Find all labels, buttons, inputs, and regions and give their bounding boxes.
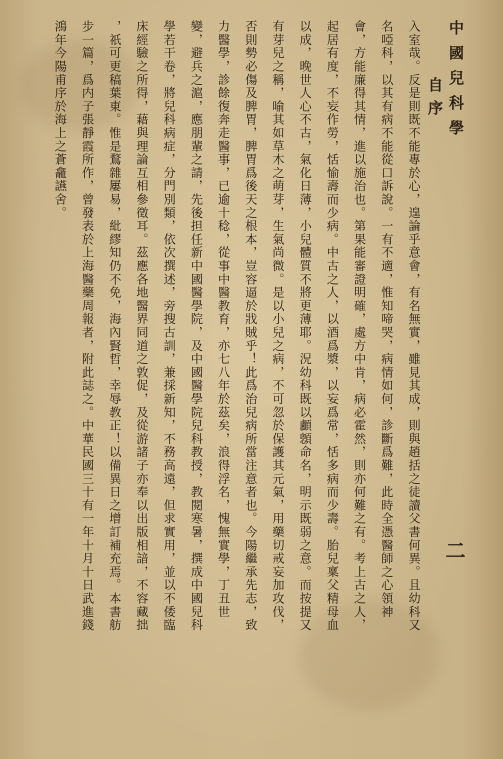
text-column: 否則勢必傷及脾胃，脾胃爲後天之根本，豈容逼於戕賊乎！此爲治兒病所當注意者也。今陽繼承先志，致 — [243, 20, 258, 632]
text-column: 起居有度，不妄作勞，恬愉壽而少病。中古之人，以酒爲漿，以妄爲常，恬多病而少壽。胎兒稟父精母血 — [325, 20, 340, 632]
text-column: 以成，晚世人心不古，氣化日薄，小兒體質不將更薄耶。況幼科既以顱顖命名，明示既弱之意。而按提又 — [298, 20, 313, 632]
section-title: 自序 — [426, 76, 444, 123]
text-column: 有芽兒之稱，喻其如草木之萌芽，生氣尚微。是以小兒之病，不可忽於保護其元氣，用藥切戒妄加攻伐， — [270, 20, 285, 632]
book-title: 中國兒科學 — [447, 20, 465, 145]
page-header — [425, 20, 467, 145]
text-column: 力醫學，診餘復奔走醫事，已逾十稔，從事中醫教育，亦七八年於茲矣，浪得浮名，愧無實學，丁丑世 — [216, 20, 231, 619]
page-number: 二 — [442, 540, 466, 560]
text-column: 會，方能廉得其情，進以施治也。第果能審證明確，處方中肯，病必霍然，則亦何難之有。考上古之人， — [352, 20, 367, 632]
text-column: 入室哉。反是則既不能專於心，遑論乎意會，有名無實，雖見其成，則與趙括之徒讀父書何異。且幼科又 — [407, 20, 421, 632]
text-column: 床經驗之所得，藉與理論互相參徵耳。茲應各地醫界同道之敦促，及從游諸子亦奉以出版相諳，不容藏拙 — [134, 20, 149, 632]
text-column: 名啞科，以其有病不能從口訴說。一有不適，惟知啼哭，病情如何，診斷爲難，此時全憑醫師之心領神 — [379, 20, 394, 619]
text-column: 學若干卷，將兒科病症，分門別類，依次撰述，旁搜古訓，兼採新知，不務高遠，但求實用，並以不倭臨 — [162, 20, 177, 632]
text-column: ，祇可更稿葉東。惟是鶩雜屢易，紕繆知仍不免，海內賢哲，幸辱教正！以備異日之增訂補充焉。本書舫 — [107, 20, 122, 632]
text-column: 鴻年今陽甫序於海上之蒼龕讌舍。 — [53, 20, 68, 220]
preface-body — [17, 20, 427, 732]
text-column: 步一篇，爲内子張靜霞所作，曾發表於上海醫藥周報者，附此誌之。中華民國三十有一年十月十日武進錢 — [80, 20, 95, 632]
text-column: 變，避兵之滬，應朋輩之請，先後担任新中國醫學院，及中國醫學院兒科教授，教閱寒暑，撰成中國兒科 — [189, 20, 204, 632]
